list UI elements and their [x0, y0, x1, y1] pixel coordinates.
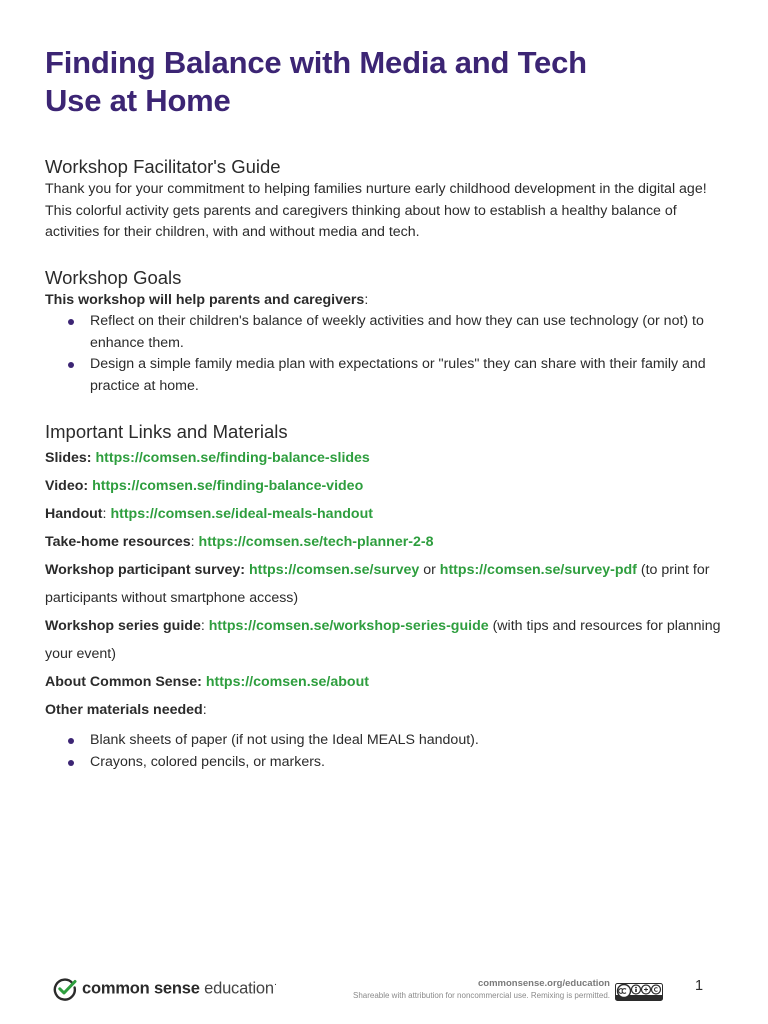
handout-link[interactable]: https://comsen.se/ideal-meals-handout — [110, 506, 373, 522]
goal-list-item: Design a simple family media plan with expectations or "rules" they can share with their family and practice at home. — [45, 354, 725, 397]
video-row — [45, 472, 725, 500]
page-title-line-1: Finding Balance with Media and Tech — [45, 45, 587, 80]
survey-pdf-link[interactable]: https://comsen.se/survey-pdf — [439, 562, 637, 578]
survey-or: or — [423, 562, 436, 578]
footer-attribution — [353, 978, 610, 1002]
slides-link[interactable]: https://comsen.se/finding-balance-slides — [95, 450, 370, 466]
takehome-label: Take-home resources — [45, 534, 191, 550]
page-number: 1 — [695, 978, 704, 994]
materials-row — [45, 696, 725, 724]
page-title — [45, 44, 725, 120]
series-guide-note: (with tips and resources for planning your event) — [45, 618, 721, 662]
footer-license-note: Shareable with attribution for noncommercial use. Remixing is permitted. — [352, 991, 610, 1000]
workshop-goals-section — [45, 266, 725, 398]
facilitator-guide-section — [45, 155, 725, 244]
logo-wordmark-bold: common sense — [82, 979, 200, 998]
video-label: Video: — [45, 478, 89, 494]
logo-wordmark-light: education — [204, 979, 274, 998]
materials-label: Other materials needed — [45, 702, 203, 718]
page-title-line-2: Use at Home — [45, 83, 231, 118]
materials-colon: : — [202, 702, 207, 718]
facilitator-guide-body: Thank you for your commitment to helping families nurture early childhood development in the digital age! This colorful activity gets parents and caregivers thinking about how to establish a healthy balance of activities for their children, with and without media and tech. — [45, 181, 707, 240]
goal-list-item: Reflect on their children's balance of weekly activities and how they can use technology (or not) to enhance them. — [45, 311, 725, 354]
series-guide-label: Workshop series guide — [45, 618, 201, 634]
series-guide-link[interactable]: https://comsen.se/workshop-series-guide — [208, 618, 489, 634]
survey-row — [45, 556, 725, 612]
takehome-row — [45, 528, 725, 556]
survey-label: Workshop participant survey: — [45, 562, 245, 578]
links-materials-section — [45, 420, 725, 773]
common-sense-education-logo — [53, 976, 277, 1002]
material-list-item: Blank sheets of paper (if not using the Ideal MEALS handout). — [45, 730, 725, 752]
links-materials-heading: Important Links and Materials — [45, 421, 288, 442]
survey-note: (to print for participants without smartphone access) — [45, 562, 710, 606]
cc-by-nc-sa-icon — [615, 983, 663, 1001]
about-label: About Common Sense: — [45, 674, 202, 690]
material-list-item: Crayons, colored pencils, or markers. — [45, 752, 725, 774]
checkmark-circle-icon — [53, 977, 77, 1001]
handout-row — [45, 500, 725, 528]
series-guide-colon: : — [200, 618, 205, 634]
video-link[interactable]: https://comsen.se/finding-balance-video — [92, 478, 364, 494]
workshop-goals-heading: Workshop Goals — [45, 266, 182, 288]
logo-mark: · — [273, 979, 278, 991]
about-link[interactable]: https://comsen.se/about — [205, 674, 369, 690]
workshop-goals-intro — [45, 290, 725, 312]
logo-wordmark — [82, 979, 277, 999]
about-row — [45, 668, 725, 696]
document-page — [45, 44, 725, 773]
slides-label: Slides: — [45, 450, 92, 466]
survey-link[interactable]: https://comsen.se/survey — [248, 562, 420, 578]
handout-label: Handout — [45, 506, 103, 522]
takehome-colon: : — [190, 534, 195, 550]
links-rows — [45, 444, 725, 724]
series-guide-row — [45, 612, 725, 668]
workshop-goals-intro-colon: : — [364, 291, 369, 308]
handout-colon: : — [102, 506, 107, 522]
materials-list — [45, 730, 725, 773]
slides-row — [45, 444, 725, 472]
footer-url: commonsense.org/education — [478, 978, 610, 989]
workshop-goals-intro-label: This workshop will help parents and caregivers — [45, 291, 365, 308]
workshop-goals-list — [45, 311, 725, 397]
facilitator-guide-heading: Workshop Facilitator's Guide — [45, 156, 281, 177]
takehome-link[interactable]: https://comsen.se/tech-planner-2-8 — [198, 534, 434, 550]
